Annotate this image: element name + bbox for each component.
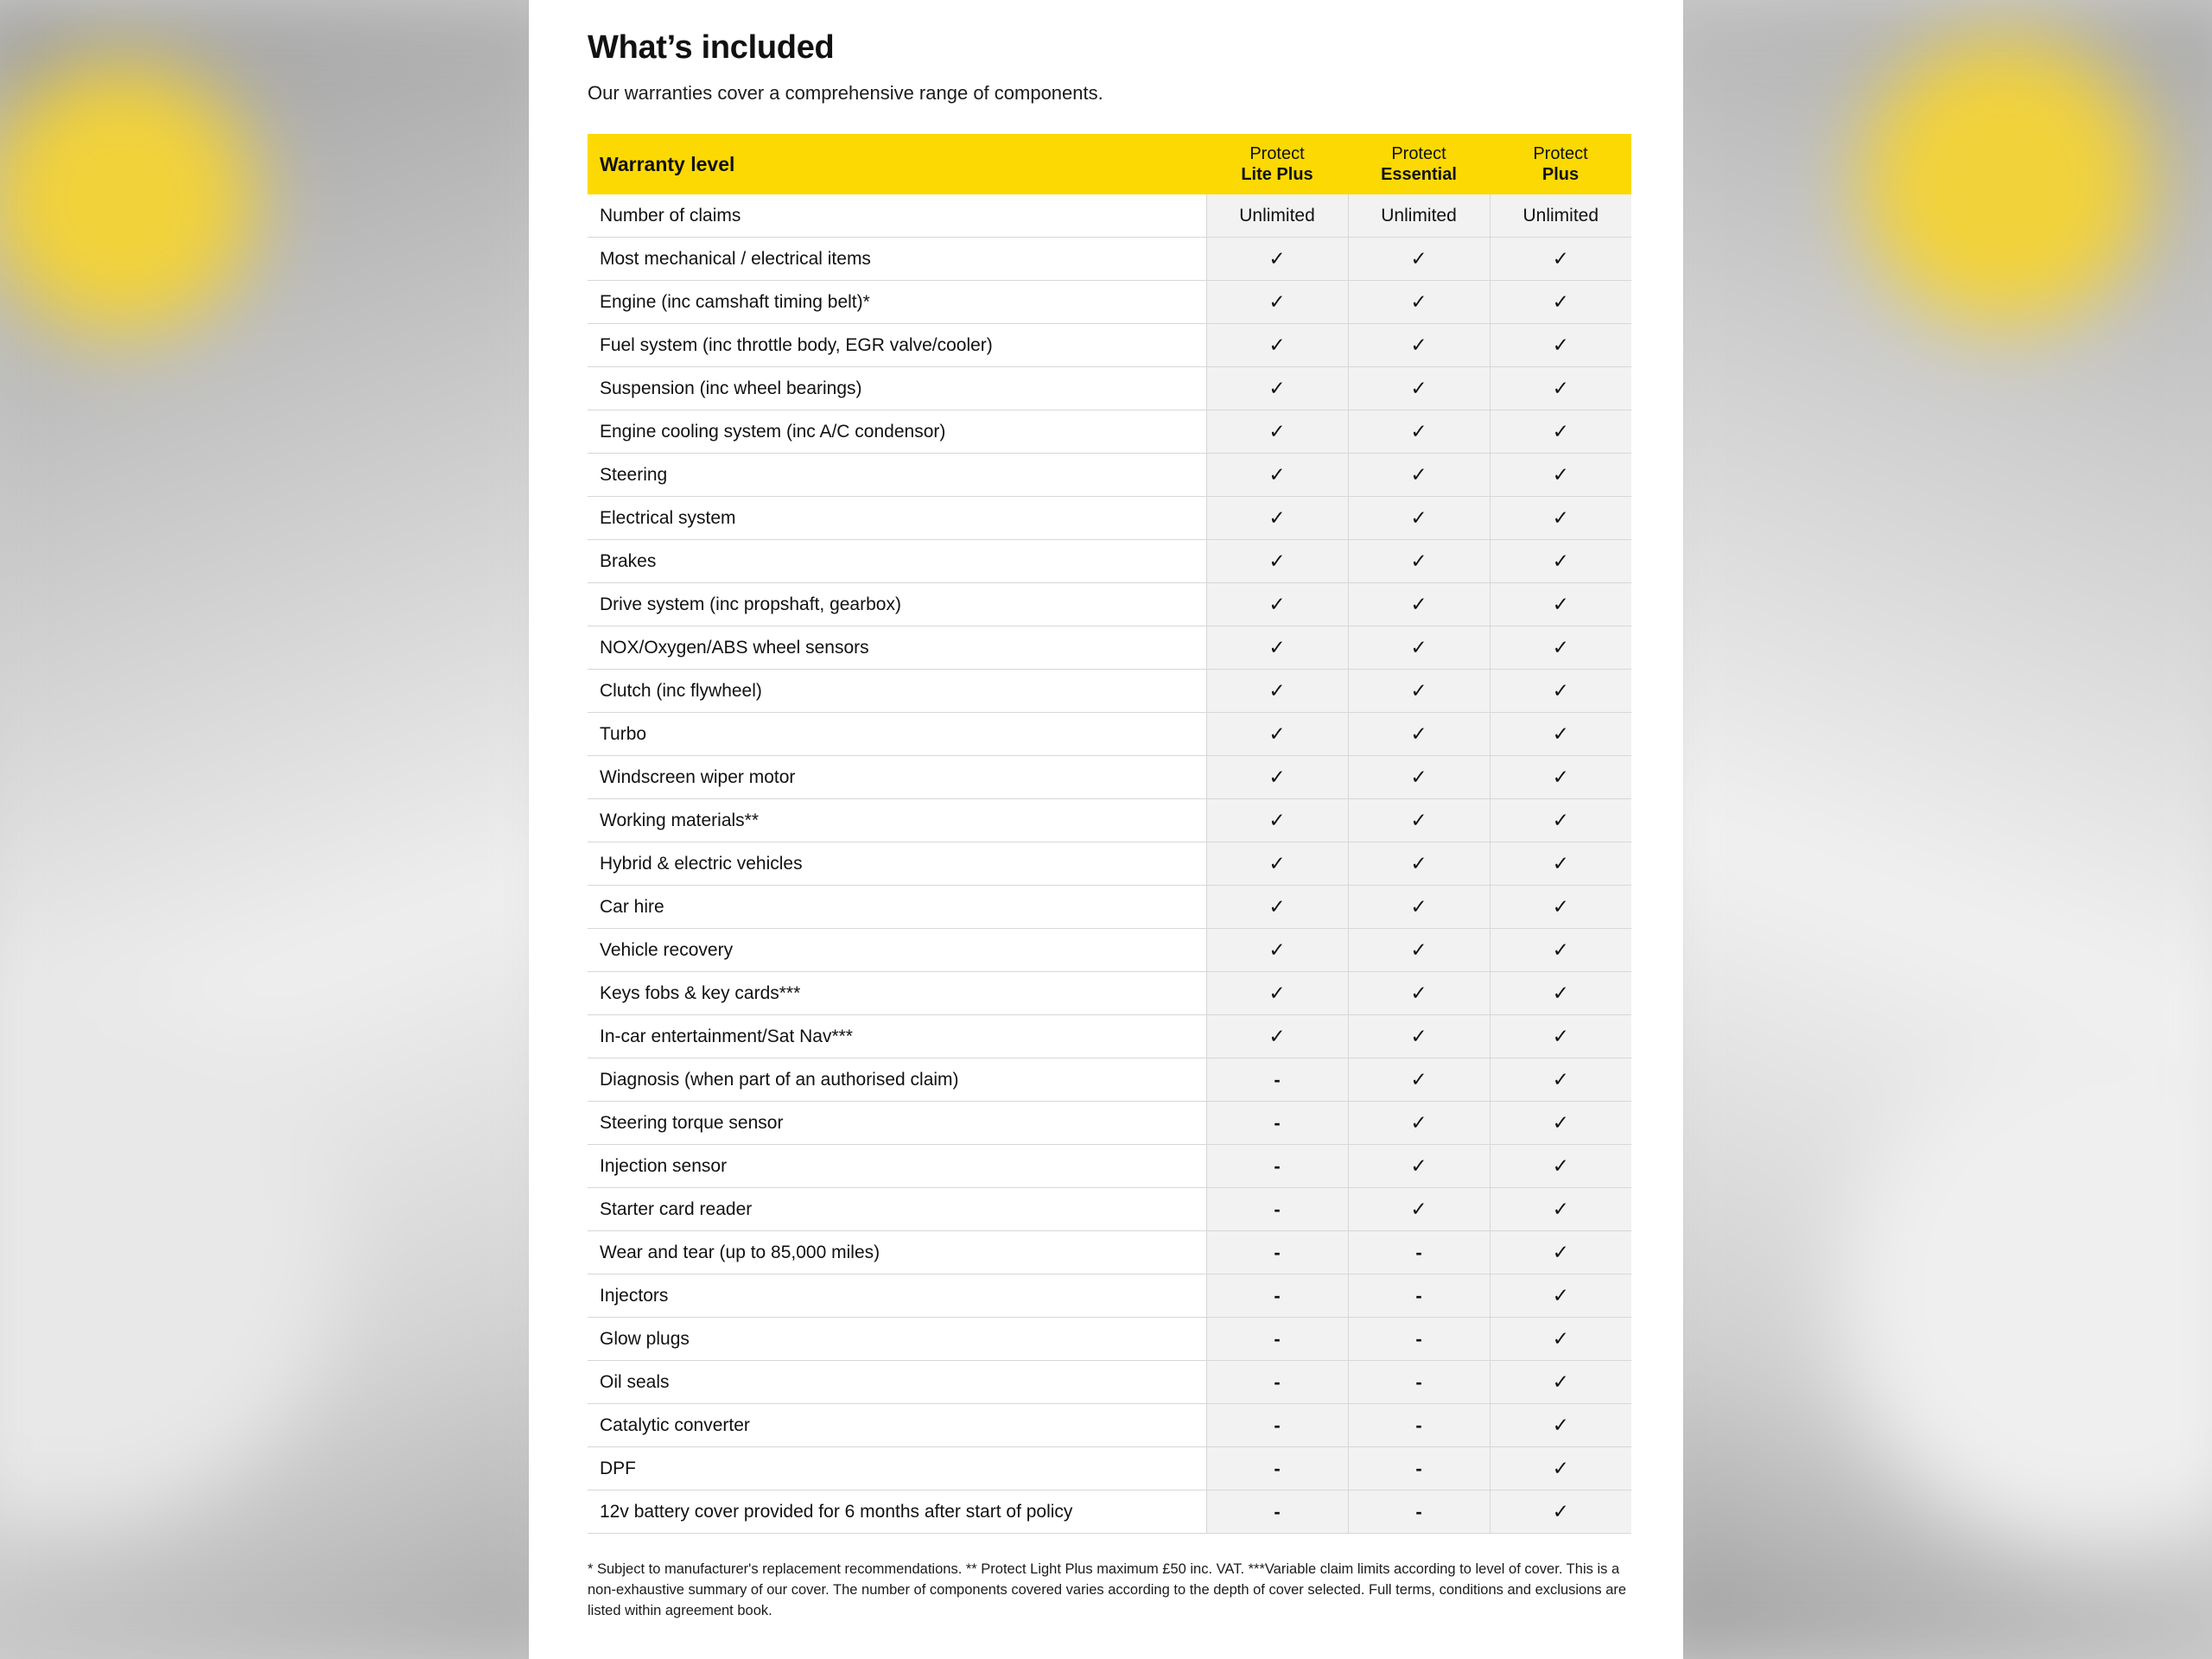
- check-icon: ✓: [1268, 290, 1286, 313]
- row-cell-plan-1: [1206, 1015, 1348, 1058]
- row-cell-plan-3: [1490, 886, 1631, 929]
- row-cell-plan-1: [1206, 194, 1348, 238]
- check-icon: ✓: [1410, 1154, 1427, 1177]
- row-feature-label: Clutch (inc flywheel): [588, 670, 1206, 713]
- row-feature-label: Brakes: [588, 540, 1206, 583]
- row-feature-label: Hybrid & electric vehicles: [588, 842, 1206, 886]
- row-feature-label: Most mechanical / electrical items: [588, 238, 1206, 281]
- check-icon: ✓: [1410, 895, 1427, 918]
- check-icon: ✓: [1410, 593, 1427, 615]
- row-feature-label: Wear and tear (up to 85,000 miles): [588, 1231, 1206, 1274]
- table-row: [588, 1447, 1631, 1491]
- table-row: [588, 324, 1631, 367]
- check-icon: ✓: [1552, 852, 1569, 874]
- row-cell-plan-1: [1206, 497, 1348, 540]
- dash-icon: -: [1274, 1500, 1281, 1522]
- plan-1-line1: Protect: [1249, 143, 1305, 163]
- row-feature-label: Fuel system (inc throttle body, EGR valve/cooler): [588, 324, 1206, 367]
- check-icon: ✓: [1552, 1414, 1569, 1436]
- check-icon: ✓: [1410, 420, 1427, 442]
- row-cell-plan-3: [1490, 454, 1631, 497]
- check-icon: ✓: [1268, 506, 1286, 529]
- dash-icon: -: [1415, 1327, 1422, 1350]
- check-icon: ✓: [1552, 377, 1569, 399]
- row-feature-label: 12v battery cover provided for 6 months after start of policy: [588, 1491, 1206, 1534]
- row-cell-plan-1: [1206, 583, 1348, 626]
- row-feature-label: Drive system (inc propshaft, gearbox): [588, 583, 1206, 626]
- check-icon: ✓: [1268, 938, 1286, 961]
- row-feature-label: Diagnosis (when part of an authorised claim): [588, 1058, 1206, 1102]
- column-header-plan-1: [1206, 134, 1348, 194]
- row-cell-plan-3: [1490, 1058, 1631, 1102]
- row-cell-plan-3: [1490, 756, 1631, 799]
- row-cell-plan-2: [1348, 1447, 1490, 1491]
- check-icon: ✓: [1410, 290, 1427, 313]
- row-feature-label: Injectors: [588, 1274, 1206, 1318]
- cell-text: Unlimited: [1381, 205, 1457, 226]
- dash-icon: -: [1415, 1370, 1422, 1393]
- row-feature-label: Windscreen wiper motor: [588, 756, 1206, 799]
- row-cell-plan-1: [1206, 367, 1348, 410]
- row-cell-plan-3: [1490, 583, 1631, 626]
- check-icon: ✓: [1552, 1500, 1569, 1522]
- row-feature-label: Number of claims: [588, 194, 1206, 238]
- check-icon: ✓: [1410, 247, 1427, 270]
- row-feature-label: Engine cooling system (inc A/C condensor): [588, 410, 1206, 454]
- check-icon: ✓: [1552, 636, 1569, 658]
- check-icon: ✓: [1552, 247, 1569, 270]
- check-icon: ✓: [1552, 1241, 1569, 1263]
- check-icon: ✓: [1268, 852, 1286, 874]
- row-feature-label: Suspension (inc wheel bearings): [588, 367, 1206, 410]
- check-icon: ✓: [1268, 1025, 1286, 1047]
- row-cell-plan-1: [1206, 972, 1348, 1015]
- row-cell-plan-1: [1206, 1231, 1348, 1274]
- table-header-row: [588, 134, 1631, 194]
- dash-icon: -: [1274, 1198, 1281, 1220]
- table-row: [588, 583, 1631, 626]
- row-cell-plan-1: [1206, 756, 1348, 799]
- row-cell-plan-1: [1206, 1058, 1348, 1102]
- row-cell-plan-1: [1206, 1491, 1348, 1534]
- row-cell-plan-2: [1348, 1318, 1490, 1361]
- row-feature-label: Steering: [588, 454, 1206, 497]
- row-cell-plan-1: [1206, 1404, 1348, 1447]
- table-row: [588, 367, 1631, 410]
- row-cell-plan-3: [1490, 281, 1631, 324]
- row-cell-plan-3: [1490, 1015, 1631, 1058]
- row-cell-plan-3: [1490, 670, 1631, 713]
- check-icon: ✓: [1268, 636, 1286, 658]
- row-feature-label: Injection sensor: [588, 1145, 1206, 1188]
- row-cell-plan-3: [1490, 929, 1631, 972]
- row-cell-plan-1: [1206, 1274, 1348, 1318]
- cell-text: Unlimited: [1522, 205, 1599, 226]
- row-cell-plan-2: [1348, 583, 1490, 626]
- row-cell-plan-3: [1490, 1318, 1631, 1361]
- check-icon: ✓: [1410, 550, 1427, 572]
- table-row: [588, 1404, 1631, 1447]
- dash-icon: -: [1274, 1154, 1281, 1177]
- table-header: [588, 134, 1631, 194]
- check-icon: ✓: [1552, 895, 1569, 918]
- row-cell-plan-1: [1206, 238, 1348, 281]
- dash-icon: -: [1415, 1500, 1422, 1522]
- table-row: [588, 1491, 1631, 1534]
- check-icon: ✓: [1268, 334, 1286, 356]
- row-cell-plan-3: [1490, 324, 1631, 367]
- row-cell-plan-3: [1490, 713, 1631, 756]
- check-icon: ✓: [1552, 1284, 1569, 1306]
- row-feature-label: Working materials**: [588, 799, 1206, 842]
- check-icon: ✓: [1268, 809, 1286, 831]
- check-icon: ✓: [1552, 722, 1569, 745]
- row-cell-plan-2: [1348, 756, 1490, 799]
- row-cell-plan-1: [1206, 454, 1348, 497]
- table-row: [588, 454, 1631, 497]
- check-icon: ✓: [1552, 1068, 1569, 1090]
- check-icon: ✓: [1268, 247, 1286, 270]
- row-feature-label: Oil seals: [588, 1361, 1206, 1404]
- row-feature-label: Glow plugs: [588, 1318, 1206, 1361]
- row-cell-plan-3: [1490, 1447, 1631, 1491]
- plan-2-line2: Essential: [1381, 165, 1457, 184]
- table-row: [588, 410, 1631, 454]
- table-row: [588, 1188, 1631, 1231]
- row-cell-plan-3: [1490, 238, 1631, 281]
- dash-icon: -: [1274, 1068, 1281, 1090]
- row-cell-plan-2: [1348, 497, 1490, 540]
- row-cell-plan-2: [1348, 1058, 1490, 1102]
- row-feature-label: Engine (inc camshaft timing belt)*: [588, 281, 1206, 324]
- row-cell-plan-2: [1348, 1188, 1490, 1231]
- row-feature-label: In-car entertainment/Sat Nav***: [588, 1015, 1206, 1058]
- row-cell-plan-2: [1348, 1404, 1490, 1447]
- row-feature-label: Electrical system: [588, 497, 1206, 540]
- table-row: [588, 238, 1631, 281]
- check-icon: ✓: [1410, 679, 1427, 702]
- check-icon: ✓: [1268, 982, 1286, 1004]
- row-cell-plan-2: [1348, 410, 1490, 454]
- dash-icon: -: [1274, 1241, 1281, 1263]
- row-cell-plan-3: [1490, 1274, 1631, 1318]
- row-cell-plan-2: [1348, 1274, 1490, 1318]
- check-icon: ✓: [1268, 593, 1286, 615]
- check-icon: ✓: [1268, 722, 1286, 745]
- row-cell-plan-3: [1490, 367, 1631, 410]
- row-cell-plan-1: [1206, 626, 1348, 670]
- table-row: [588, 626, 1631, 670]
- check-icon: ✓: [1410, 636, 1427, 658]
- check-icon: ✓: [1410, 938, 1427, 961]
- check-icon: ✓: [1268, 377, 1286, 399]
- table-row: [588, 1231, 1631, 1274]
- row-feature-label: Car hire: [588, 886, 1206, 929]
- check-icon: ✓: [1410, 809, 1427, 831]
- check-icon: ✓: [1552, 1198, 1569, 1220]
- check-icon: ✓: [1552, 809, 1569, 831]
- row-cell-plan-1: [1206, 1447, 1348, 1491]
- dash-icon: -: [1415, 1284, 1422, 1306]
- table-row: [588, 540, 1631, 583]
- row-cell-plan-1: [1206, 1361, 1348, 1404]
- table-row: [588, 1361, 1631, 1404]
- row-cell-plan-1: [1206, 324, 1348, 367]
- table-row: [588, 886, 1631, 929]
- warranty-comparison-table: [588, 134, 1631, 1534]
- dash-icon: -: [1274, 1370, 1281, 1393]
- row-cell-plan-1: [1206, 842, 1348, 886]
- dash-icon: -: [1415, 1457, 1422, 1479]
- check-icon: ✓: [1552, 506, 1569, 529]
- row-feature-label: NOX/Oxygen/ABS wheel sensors: [588, 626, 1206, 670]
- check-icon: ✓: [1552, 420, 1569, 442]
- check-icon: ✓: [1410, 852, 1427, 874]
- table-row: [588, 929, 1631, 972]
- check-icon: ✓: [1410, 1111, 1427, 1134]
- check-icon: ✓: [1268, 679, 1286, 702]
- row-cell-plan-2: [1348, 929, 1490, 972]
- row-cell-plan-1: [1206, 1318, 1348, 1361]
- table-row: [588, 756, 1631, 799]
- check-icon: ✓: [1552, 938, 1569, 961]
- row-cell-plan-2: [1348, 1145, 1490, 1188]
- blurred-background-right: [1642, 0, 2212, 1659]
- row-cell-plan-1: [1206, 1188, 1348, 1231]
- row-cell-plan-2: [1348, 886, 1490, 929]
- check-icon: ✓: [1552, 550, 1569, 572]
- row-cell-plan-3: [1490, 497, 1631, 540]
- check-icon: ✓: [1410, 334, 1427, 356]
- table-row: [588, 194, 1631, 238]
- row-cell-plan-3: [1490, 972, 1631, 1015]
- row-feature-label: Vehicle recovery: [588, 929, 1206, 972]
- row-cell-plan-2: [1348, 799, 1490, 842]
- row-cell-plan-2: [1348, 367, 1490, 410]
- check-icon: ✓: [1552, 593, 1569, 615]
- row-cell-plan-2: [1348, 324, 1490, 367]
- dash-icon: -: [1274, 1327, 1281, 1350]
- check-icon: ✓: [1268, 463, 1286, 486]
- row-cell-plan-1: [1206, 410, 1348, 454]
- check-icon: ✓: [1410, 1198, 1427, 1220]
- check-icon: ✓: [1410, 722, 1427, 745]
- row-cell-plan-3: [1490, 1231, 1631, 1274]
- column-header-plan-3: [1490, 134, 1631, 194]
- row-cell-plan-2: [1348, 842, 1490, 886]
- plan-2-line1: Protect: [1391, 143, 1446, 163]
- row-feature-label: Starter card reader: [588, 1188, 1206, 1231]
- row-cell-plan-3: [1490, 1404, 1631, 1447]
- row-cell-plan-2: [1348, 1231, 1490, 1274]
- row-cell-plan-1: [1206, 886, 1348, 929]
- table-row: [588, 1318, 1631, 1361]
- row-cell-plan-3: [1490, 626, 1631, 670]
- check-icon: ✓: [1552, 1457, 1569, 1479]
- plan-3-line2: Plus: [1541, 165, 1580, 184]
- plan-1-line2: Lite Plus: [1241, 165, 1313, 184]
- row-cell-plan-3: [1490, 1188, 1631, 1231]
- check-icon: ✓: [1410, 1068, 1427, 1090]
- row-cell-plan-2: [1348, 670, 1490, 713]
- blurred-background-left: [0, 0, 570, 1659]
- page-title: What’s included: [588, 29, 835, 66]
- row-cell-plan-1: [1206, 281, 1348, 324]
- check-icon: ✓: [1552, 766, 1569, 788]
- row-cell-plan-1: [1206, 929, 1348, 972]
- row-cell-plan-1: [1206, 670, 1348, 713]
- table-row: [588, 842, 1631, 886]
- check-icon: ✓: [1552, 982, 1569, 1004]
- row-cell-plan-2: [1348, 1361, 1490, 1404]
- row-cell-plan-2: [1348, 454, 1490, 497]
- row-cell-plan-1: [1206, 540, 1348, 583]
- check-icon: ✓: [1410, 982, 1427, 1004]
- page-subtitle: Our warranties cover a comprehensive range of components.: [588, 82, 1103, 104]
- table-row: [588, 670, 1631, 713]
- dash-icon: -: [1415, 1241, 1422, 1263]
- check-icon: ✓: [1552, 1111, 1569, 1134]
- dash-icon: -: [1274, 1284, 1281, 1306]
- row-cell-plan-2: [1348, 1015, 1490, 1058]
- row-cell-plan-2: [1348, 238, 1490, 281]
- dash-icon: -: [1274, 1111, 1281, 1134]
- check-icon: ✓: [1410, 766, 1427, 788]
- plan-3-line1: Protect: [1533, 143, 1588, 163]
- document-page: [529, 0, 1683, 1659]
- row-feature-label: Turbo: [588, 713, 1206, 756]
- row-cell-plan-2: [1348, 713, 1490, 756]
- table-row: [588, 1274, 1631, 1318]
- check-icon: ✓: [1268, 550, 1286, 572]
- cell-text: Unlimited: [1239, 205, 1315, 226]
- table-body: [588, 194, 1631, 1534]
- row-cell-plan-1: [1206, 713, 1348, 756]
- table-row: [588, 497, 1631, 540]
- check-icon: ✓: [1552, 334, 1569, 356]
- check-icon: ✓: [1410, 463, 1427, 486]
- dash-icon: -: [1415, 1414, 1422, 1436]
- row-cell-plan-3: [1490, 1491, 1631, 1534]
- check-icon: ✓: [1552, 1154, 1569, 1177]
- row-cell-plan-1: [1206, 799, 1348, 842]
- column-header-plan-2: [1348, 134, 1490, 194]
- table-row: [588, 1102, 1631, 1145]
- table-row: [588, 1145, 1631, 1188]
- table-footnote: * Subject to manufacturer's replacement recommendations. ** Protect Light Plus maximum £50 inc. VAT. ***Variable claim limits according to level of cover. This is a non-exhaustive summary of our cover. The number of components covered varies according to the depth of cover selected. Full terms, conditions and exclusions are listed within agreement book.: [588, 1561, 1627, 1618]
- row-cell-plan-2: [1348, 626, 1490, 670]
- row-cell-plan-3: [1490, 410, 1631, 454]
- check-icon: ✓: [1268, 766, 1286, 788]
- check-icon: ✓: [1410, 377, 1427, 399]
- row-cell-plan-3: [1490, 1361, 1631, 1404]
- check-icon: ✓: [1268, 895, 1286, 918]
- check-icon: ✓: [1410, 506, 1427, 529]
- row-cell-plan-2: [1348, 540, 1490, 583]
- row-feature-label: Catalytic converter: [588, 1404, 1206, 1447]
- check-icon: ✓: [1552, 679, 1569, 702]
- row-cell-plan-2: [1348, 281, 1490, 324]
- table-row: [588, 972, 1631, 1015]
- check-icon: ✓: [1410, 1025, 1427, 1047]
- column-header-warranty-level: Warranty level: [588, 134, 1206, 194]
- table-row: [588, 1015, 1631, 1058]
- check-icon: ✓: [1552, 1327, 1569, 1350]
- row-cell-plan-1: [1206, 1145, 1348, 1188]
- row-cell-plan-3: [1490, 194, 1631, 238]
- row-cell-plan-2: [1348, 1102, 1490, 1145]
- row-cell-plan-3: [1490, 799, 1631, 842]
- row-cell-plan-2: [1348, 194, 1490, 238]
- table-row: [588, 799, 1631, 842]
- row-cell-plan-3: [1490, 1102, 1631, 1145]
- document-content: [588, 29, 1633, 1636]
- dash-icon: -: [1274, 1414, 1281, 1436]
- dash-icon: -: [1274, 1457, 1281, 1479]
- row-cell-plan-3: [1490, 1145, 1631, 1188]
- row-feature-label: Keys fobs & key cards***: [588, 972, 1206, 1015]
- check-icon: ✓: [1552, 1025, 1569, 1047]
- check-icon: ✓: [1268, 420, 1286, 442]
- check-icon: ✓: [1552, 463, 1569, 486]
- row-cell-plan-1: [1206, 1102, 1348, 1145]
- table-row: [588, 713, 1631, 756]
- row-cell-plan-3: [1490, 540, 1631, 583]
- table-row: [588, 281, 1631, 324]
- row-cell-plan-2: [1348, 972, 1490, 1015]
- check-icon: ✓: [1552, 1370, 1569, 1393]
- row-feature-label: Steering torque sensor: [588, 1102, 1206, 1145]
- row-cell-plan-3: [1490, 842, 1631, 886]
- check-icon: ✓: [1552, 290, 1569, 313]
- row-feature-label: DPF: [588, 1447, 1206, 1491]
- table-row: [588, 1058, 1631, 1102]
- row-cell-plan-2: [1348, 1491, 1490, 1534]
